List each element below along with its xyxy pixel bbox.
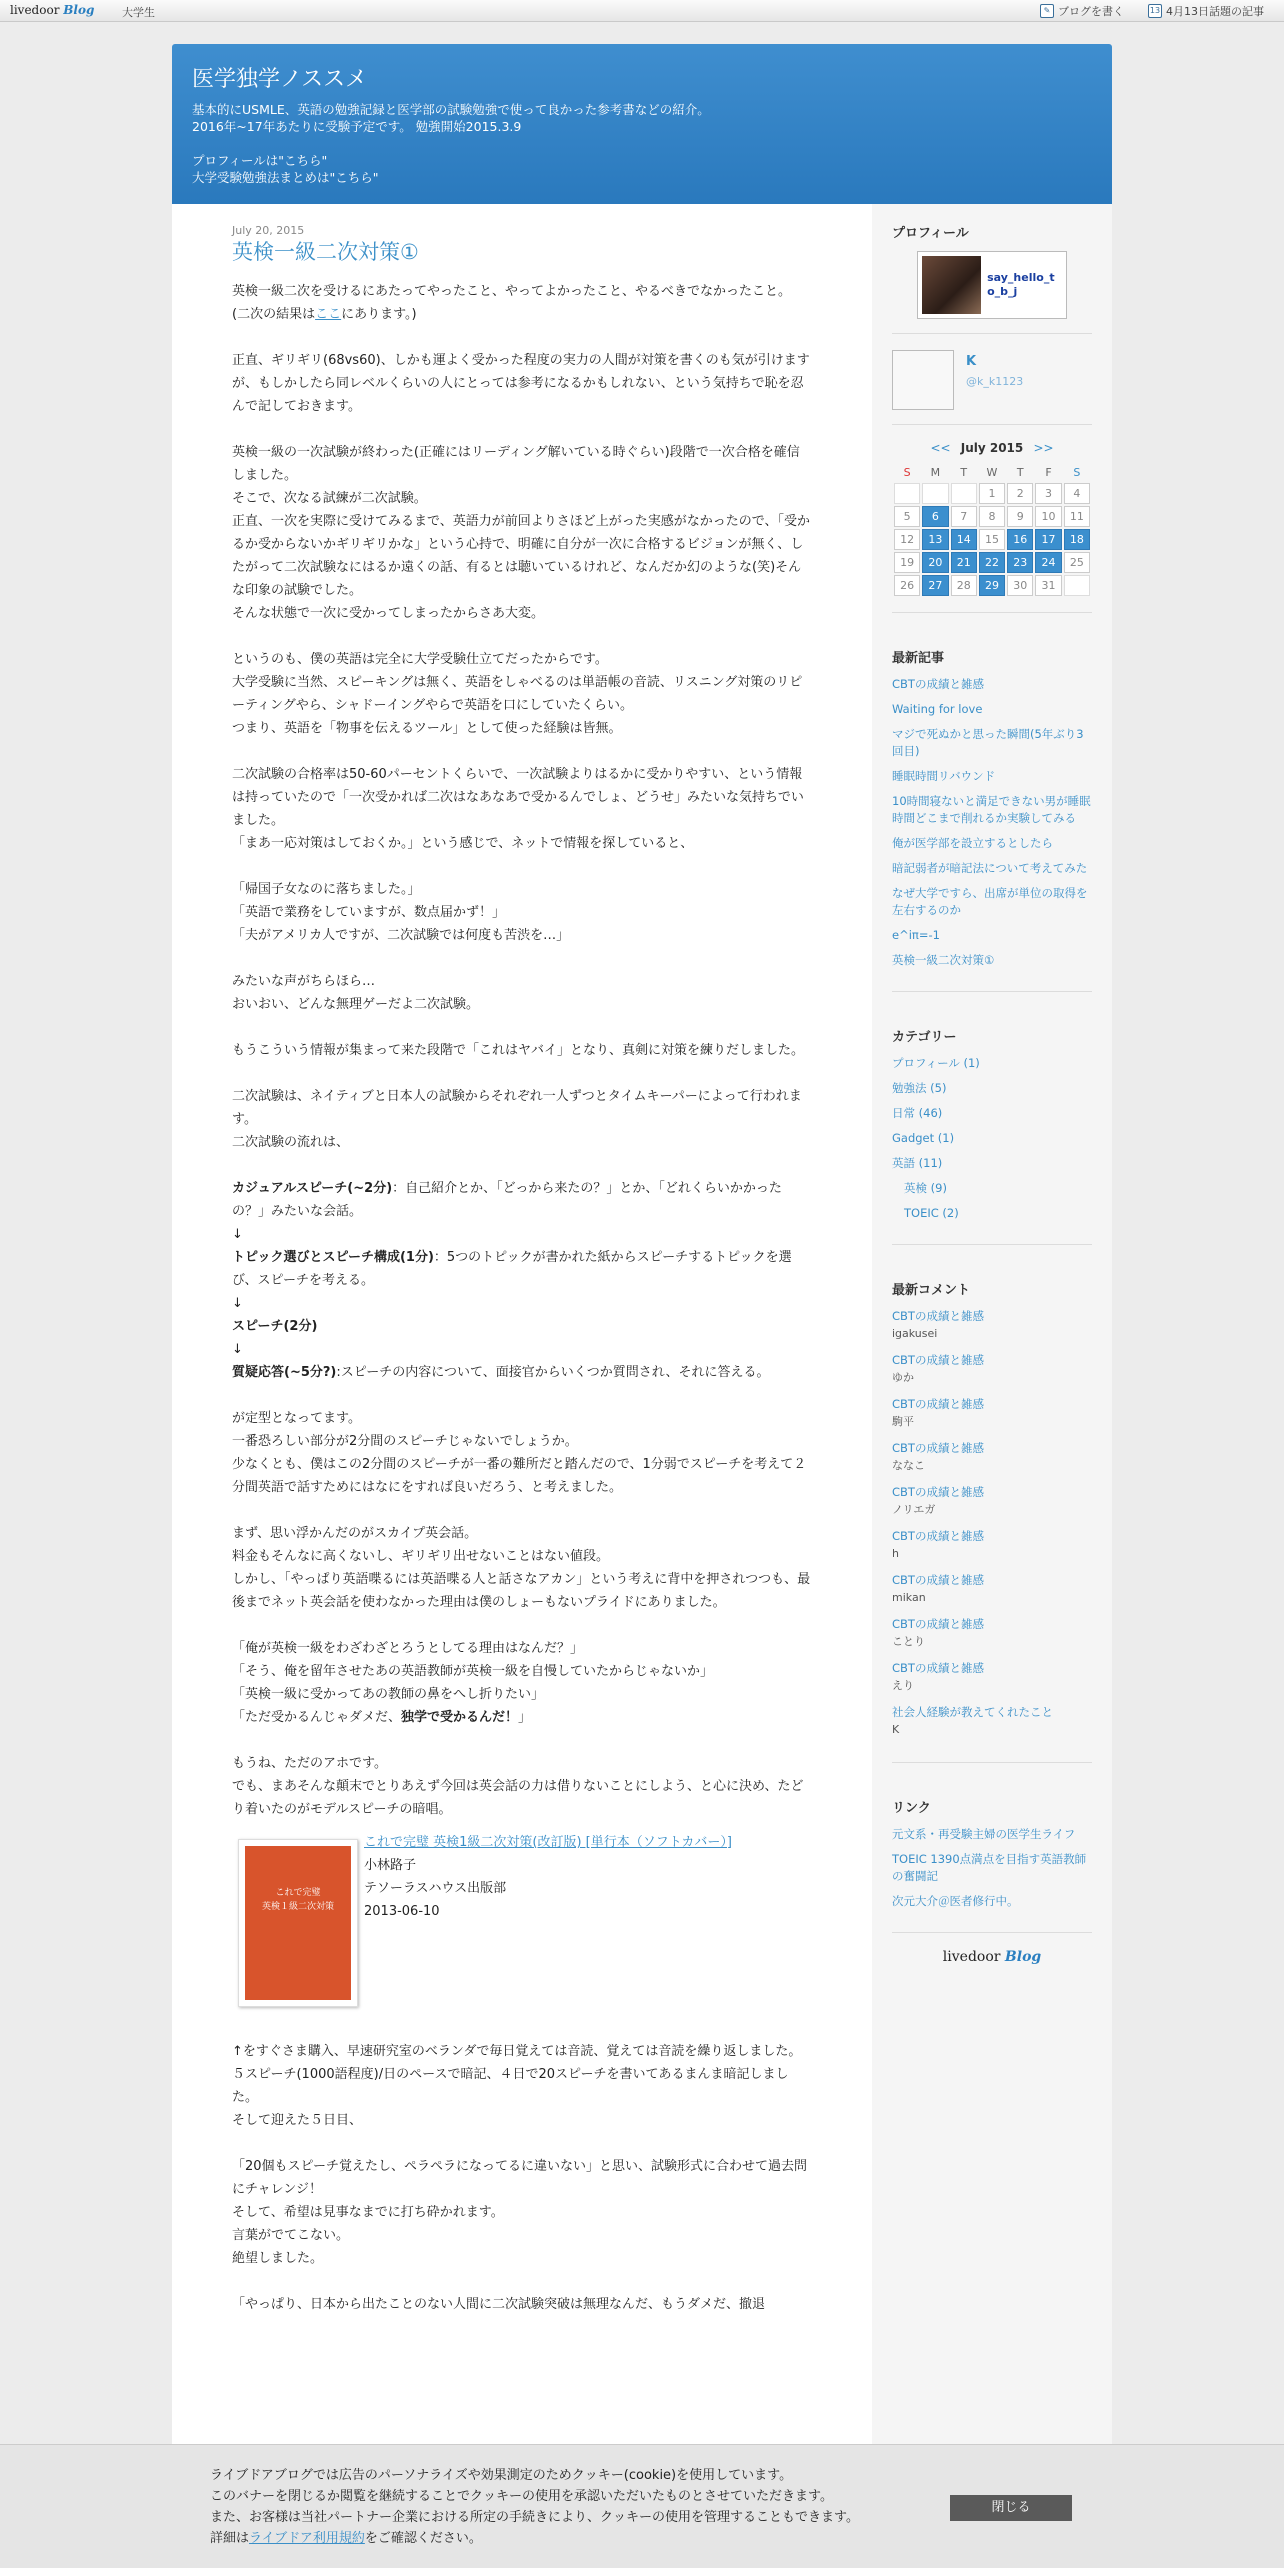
paragraph: ↑をすぐさま購入、早速研究室のベランダで毎日覚えては音読、覚えては音読を繰り返しました。 <box>232 2044 802 2059</box>
calendar-day[interactable]: 14 <box>951 529 977 550</box>
calendar-day: 4 <box>1064 483 1090 504</box>
user-name[interactable]: K <box>966 354 977 369</box>
category-link[interactable]: プロフィール (1) <box>892 1056 980 1070</box>
paragraph: 「帰国子女なのに落ちました。」 <box>232 882 421 897</box>
calendar-day: 5 <box>894 506 920 527</box>
calendar-day: 8 <box>979 506 1005 527</box>
user-handle[interactable]: @k_k1123 <box>966 375 1024 388</box>
calendar-day[interactable]: 17 <box>1035 529 1061 550</box>
paragraph: というのも、僕の英語は完全に大学受験仕立てだったからです。 <box>232 652 608 667</box>
comment-author: h <box>892 1547 899 1560</box>
calendar-day: 19 <box>894 552 920 573</box>
recent-post-link[interactable]: マジで死ぬかと思った瞬間(5年ぶり3回目) <box>892 727 1084 758</box>
book-card <box>232 1831 812 2007</box>
paragraph: 「まあ一応対策はしておくか。」という感じで、ネットで情報を探していると、 <box>232 836 694 851</box>
comment-post-link[interactable]: CBTの成績と雑感 <box>892 1353 984 1367</box>
calendar-icon: 13 <box>1148 4 1162 18</box>
calendar-weekday: S <box>903 465 911 479</box>
header-desc-line-3 <box>192 135 1092 152</box>
recent-post-link[interactable]: Waiting for love <box>892 702 983 716</box>
calendar-day[interactable]: 24 <box>1035 552 1061 573</box>
links-list <box>892 1826 1092 1910</box>
exam-step-1: カジュアルスピーチ(~2分)：自己紹介とか、「どっから来たの？」とか、「どれくらいかかったの？」みたいな会話。 <box>232 1181 782 1219</box>
comment-post-link[interactable]: CBTの成績と雑感 <box>892 1529 984 1543</box>
paragraph: 「やっぱり、日本から出たことのない人間に二次試験突破は無理なんだ、もうダメだ、撤退 <box>232 2297 766 2312</box>
calendar-day[interactable]: 16 <box>1007 529 1033 550</box>
calendar-day: 26 <box>894 575 920 596</box>
calendar-day: 15 <box>979 529 1005 550</box>
recent-post-link[interactable]: 暗記弱者が暗記法について考えてみた <box>892 861 1088 875</box>
paragraph: みたいな声がちらほら… <box>232 974 376 989</box>
paragraph: 英検一級二次を受けるにあたってやったこと、やってよかったこと、やるべきでなかったこと。 <box>232 284 792 299</box>
arrow: ↓ <box>232 1296 243 1311</box>
comment-author: ノリエガ <box>892 1503 936 1516</box>
links-heading: リンク <box>892 1801 931 1816</box>
calendar-day: 31 <box>1035 575 1061 596</box>
calendar-empty-cell <box>951 483 977 504</box>
write-blog-button[interactable]: ✎ ブログを書く <box>1040 3 1124 19</box>
comment-post-link[interactable]: CBTの成績と雑感 <box>892 1617 984 1631</box>
comment-post-link[interactable]: CBTの成績と雑感 <box>892 1661 984 1675</box>
paragraph: 二次試験の流れは、 <box>232 1135 350 1150</box>
calendar-day[interactable]: 22 <box>979 552 1005 573</box>
recent-post-link[interactable]: 俺が医学部を設立するとしたら <box>892 836 1053 850</box>
calendar-day: 28 <box>951 575 977 596</box>
avatar[interactable] <box>922 256 981 314</box>
category-link[interactable]: Gadget (1) <box>892 1131 955 1145</box>
calendar-day: 7 <box>951 506 977 527</box>
calendar-day: 1 <box>979 483 1005 504</box>
header-profile-link[interactable]: プロフィールは"こちら" <box>192 153 328 168</box>
recent-post-link[interactable]: なぜ大学ですら、出席が単位の取得を左右するのか <box>892 886 1088 917</box>
comment-author: igakusei <box>892 1327 938 1340</box>
book-title-link[interactable]: これで完璧 英検1級二次対策(改訂版) [単行本（ソフトカバー）] <box>364 1835 732 1850</box>
arrow: ↓ <box>232 1342 243 1357</box>
recent-posts-list <box>892 676 1092 969</box>
categories-heading: カテゴリー <box>892 1030 957 1045</box>
paragraph: 料金もそんなに高くないし、ギリギリ出せないことはない値段。 <box>232 1549 610 1564</box>
calendar-day[interactable]: 18 <box>1064 529 1090 550</box>
page-body <box>172 204 1112 2524</box>
paragraph: 「英検一級に受かってあの教師の鼻をへし折りたい」 <box>232 1687 545 1702</box>
header-desc-line-1: 基本的にUSMLE、英語の勉強記録と医学部の試験勉強で使って良かった参考書などの紹介。 <box>192 102 710 117</box>
main-content <box>172 204 872 2524</box>
paragraph: しかし、「やっぱり英語喋るには英語喋る人と話さなアカン」という考えに背中を押されつつも、最後までネット英会話を使わなかった理由は僕のしょーもないプライドにありました。 <box>232 1572 811 1610</box>
calendar-weekday: S <box>1073 465 1081 479</box>
paragraph: 「そう、俺を留年させたあの英語教師が英検一級を自慢していたからじゃないか」 <box>232 1664 714 1679</box>
user-card[interactable] <box>892 350 1092 410</box>
book-cover-image[interactable]: これで完璧 英検１級二次対策 <box>238 1839 358 2007</box>
calendar-next[interactable]: >> <box>1033 441 1054 455</box>
blog-header <box>172 44 1112 204</box>
paragraph: 正直、一次を実際に受けてみるまで、英語力が前回よりさほど上がった実感がなかったので、「受かるか受からないかギリギリかな」という心持で、明確に自分が一次に合格するビジョンが無く、したがって二次試験なにはるか遠くの話、有るとは聴いているけれど、なんだか幻のような(笑)そんな印象の試験でした。 <box>232 514 810 598</box>
recent-comments-list <box>892 1308 1092 1738</box>
cookie-text-line-3: また、お客様は当社パートナー企業における所定の手続きにより、クッキーの使用を管理することもできます。 <box>210 2510 859 2525</box>
calendar-empty-cell <box>1064 575 1090 596</box>
calendar-day[interactable]: 6 <box>922 506 948 527</box>
paragraph: が定型となってます。 <box>232 1411 361 1426</box>
calendar-empty-cell <box>894 483 920 504</box>
paragraph: そこで、次なる試練が二次試験。 <box>232 491 427 506</box>
comment-post-link[interactable]: 社会人経験が教えてくれたこと <box>892 1705 1053 1719</box>
cookie-text-line-1: ライブドアブログでは広告のパーソナライズや効果測定のためクッキー(cookie)を使用しています。 <box>210 2468 793 2483</box>
recent-post-link[interactable]: CBTの成績と雑感 <box>892 677 984 691</box>
comment-author: K <box>892 1723 900 1736</box>
calendar-prev[interactable]: << <box>930 441 951 455</box>
recent-post-link[interactable]: 睡眠時間リバウンド <box>892 769 996 783</box>
paragraph: 絶望しました。 <box>232 2251 324 2266</box>
paragraph: そんな状態で一次に受かってしまったからさあ大変。 <box>232 606 545 621</box>
today-topics-link[interactable]: 13 4月13日話題の記事 <box>1149 5 1264 18</box>
cookie-banner <box>0 2444 1284 2568</box>
paragraph: 「夫がアメリカ人ですが、二次試験では何度も苦渋を…」 <box>232 928 570 943</box>
comment-post-link[interactable]: CBTの成績と雑感 <box>892 1485 984 1499</box>
calendar <box>892 461 1092 598</box>
paragraph: 正直、ギリギリ(68vs60)、しかも運よく受かった程度の実力の人間が対策を書くのも気が引けますが、もしかしたら同レベルくらいの人にとっては参考になるかもしれない、という気持ちで恥を忍んで記しておきます。 <box>232 353 810 414</box>
exam-step-3: スピーチ(2分) <box>232 1319 318 1334</box>
comment-author: えり <box>892 1679 914 1692</box>
paragraph: (二次の結果はここにあります。) <box>232 307 417 322</box>
paragraph: もうこういう情報が集まって来た段階で「これはヤバイ」となり、真剣に対策を練りだしました。 <box>232 1043 805 1058</box>
livedoor-blog-logo[interactable]: livedoor Blog <box>10 3 95 17</box>
paragraph: 大学受験に当然、スピーキングは無く、英語をしゃべるのは単語帳の音読、リスニング対策のリピーティングやら、シャドーイングやらで英語を口にしていたくらい。 <box>232 675 803 713</box>
comment-author: ゆか <box>892 1371 914 1384</box>
comment-post-link[interactable]: CBTの成績と雑感 <box>892 1309 984 1323</box>
exam-step-2: トピック選びとスピーチ構成(1分)：5つのトピックが書かれた紙からスピーチするトピックを選び、スピーチを考える。 <box>232 1250 792 1288</box>
category-link[interactable]: 英検 (9) <box>904 1181 947 1195</box>
exam-step-4: 質疑応答(~5分?):スピーチの内容について、面接官からいくつか質問され、それに答える。 <box>232 1365 770 1380</box>
category-link[interactable]: 勉強法 (5) <box>892 1081 947 1095</box>
paragraph: そして、希望は見事なまでに打ち砕かれます。 <box>232 2205 504 2220</box>
paragraph: まず、思い浮かんだのがスカイプ英会話。 <box>232 1526 478 1541</box>
calendar-weekday: W <box>986 465 998 479</box>
recent-post-link[interactable]: 10時間寝ないと満足できない男が睡眠時間どこまで削れるか実験してみる <box>892 794 1091 825</box>
sidebar <box>892 204 1092 1965</box>
paragraph: 「20個もスピーチ覚えたし、ペラペラになってるに違いない」と思い、試験形式に合わせて過去問にチャレンジ！ <box>232 2159 808 2197</box>
comment-author: ことり <box>892 1635 925 1648</box>
calendar-day: 10 <box>1035 506 1061 527</box>
blog-title[interactable]: 医学独学ノススメ <box>192 67 368 92</box>
category-link[interactable]: 英語 (11) <box>892 1156 943 1170</box>
book-publisher: テソーラスハウス出版部 <box>364 1881 507 1896</box>
calendar-day: 11 <box>1064 506 1090 527</box>
arrow: ↓ <box>232 1227 243 1242</box>
cookie-text-line-2: このバナーを閉じるか閲覧を継続することでクッキーの使用を承認いただいたものとさせていただきます。 <box>210 2489 833 2504</box>
recent-posts-heading: 最新記事 <box>892 651 945 666</box>
calendar-header <box>892 441 1092 455</box>
comment-post-link[interactable]: CBTの成績と雑感 <box>892 1397 984 1411</box>
article-title[interactable]: 英検一級二次対策① <box>232 240 419 264</box>
recent-post-link[interactable]: 英検一級二次対策① <box>892 953 995 967</box>
paragraph: 英検一級の一次試験が終わった(正確にはリーディング解いている時ぐらい)段階で一次合格を確信しました。 <box>232 445 800 483</box>
calendar-day: 2 <box>1007 483 1033 504</box>
paragraph: 「俺が英検一級をわざわざとろうとしてる理由はなんだ？」 <box>232 1641 584 1656</box>
calendar-day: 3 <box>1035 483 1061 504</box>
recent-comments-heading: 最新コメント <box>892 1283 971 1298</box>
profile-heading: プロフィール <box>892 226 969 241</box>
categories-list <box>892 1055 1092 1222</box>
paragraph: そして迎えた５日目、 <box>232 2113 363 2128</box>
calendar-day[interactable]: 13 <box>922 529 948 550</box>
top-bar <box>0 0 1284 22</box>
calendar-day: 30 <box>1007 575 1033 596</box>
terms-link[interactable]: ライブドア利用規約 <box>249 2531 365 2546</box>
paragraph: 二次試験は、ネイティブと日本人の試験からそれぞれ一人ずつとタイムキーパーによって行われます。 <box>232 1089 802 1127</box>
book-date: 2013-06-10 <box>364 1904 440 1919</box>
comment-author: ななこ <box>892 1459 925 1472</box>
comment-author: 駒平 <box>892 1415 914 1428</box>
recent-post-link[interactable]: e^iπ=-1 <box>892 928 940 942</box>
paragraph: 少なくとも、僕はこの2分間のスピーチが一番の難所だと踏んだので、1分弱でスピーチを考えて２分間英語で話すためにはなにをすれば良いだろう、と考えました。 <box>232 1457 807 1495</box>
calendar-day[interactable]: 29 <box>979 575 1005 596</box>
calendar-day[interactable]: 21 <box>951 552 977 573</box>
result-link[interactable]: ここ <box>315 307 342 322</box>
close-cookie-button[interactable]: 閉じる <box>950 2495 1072 2521</box>
comment-post-link[interactable]: CBTの成績と雑感 <box>892 1441 984 1455</box>
footer-livedoor-blog-logo[interactable]: livedoor Blog <box>942 1949 1042 1965</box>
calendar-month: July 2015 <box>960 441 1024 455</box>
comment-post-link[interactable]: CBTの成績と雑感 <box>892 1573 984 1587</box>
paragraph: 「ただ受かるんじゃダメだ、独学で受かるんだ！」 <box>232 1710 532 1725</box>
paragraph: 言葉がでてこない。 <box>232 2228 350 2243</box>
header-study-link[interactable]: 大学受験勉強法まとめは"こちら" <box>192 170 379 185</box>
paragraph: もうね、ただのアホです。 <box>232 1756 387 1771</box>
calendar-day[interactable]: 27 <box>922 575 948 596</box>
calendar-day: 9 <box>1007 506 1033 527</box>
comment-author: mikan <box>892 1591 926 1604</box>
calendar-day[interactable]: 20 <box>922 552 948 573</box>
calendar-weekday: T <box>960 465 968 479</box>
profile-card[interactable] <box>917 251 1067 319</box>
calendar-day: 25 <box>1064 552 1090 573</box>
paragraph: 二次試験の合格率は50-60パーセントくらいで、一次試験よりはるかに受かりやすい、という情報は持っていたので「一次受かれば二次はなあなあで受かるんでしょ、どうせ」みたいな気持ちでいました。 <box>232 767 804 828</box>
calendar-weekday: F <box>1045 465 1052 479</box>
cookie-text-line-4: 詳細はライブドア利用規約をご確認ください。 <box>210 2531 482 2546</box>
paragraph: 「英語で業務をしていますが、数点届かず！」 <box>232 905 506 920</box>
calendar-weekday: T <box>1016 465 1024 479</box>
category-link[interactable]: 大学生 <box>122 6 155 19</box>
header-desc-line-2: 2016年~17年あたりに受験予定です。 勉強開始2015.3.9 <box>192 119 522 134</box>
paragraph: おいおい、どんな無理ゲーだよ二次試験。 <box>232 997 480 1012</box>
paragraph: でも、まあそんな顛末でとりあえず今回は英会話の力は借りないことにしよう、と心に決め、たどり着いたのがモデルスピーチの暗唱。 <box>232 1779 804 1817</box>
category-link[interactable]: 日常 (46) <box>892 1106 943 1120</box>
pencil-icon: ✎ <box>1040 4 1054 18</box>
external-link[interactable]: 次元大介＠医者修行中。 <box>892 1894 1019 1908</box>
paragraph: ５スピーチ(1000語程度)/日のペースで暗記、４日で20スピーチを書いてあるまんま暗記しました。 <box>232 2067 789 2105</box>
external-link[interactable]: 元文系・再受験主婦の医学生ライフ <box>892 1827 1076 1841</box>
article <box>232 224 812 2316</box>
category-link[interactable]: TOEIC (2) <box>904 1206 959 1220</box>
paragraph: つまり、英語を「物事を伝えるツール」として使った経験は皆無。 <box>232 721 622 736</box>
user-photo-placeholder[interactable] <box>892 350 954 410</box>
article-date: July 20, 2015 <box>232 224 305 237</box>
calendar-empty-cell <box>922 483 948 504</box>
paragraph: 一番恐ろしい部分が2分間のスピーチじゃないでしょうか。 <box>232 1434 578 1449</box>
external-link[interactable]: TOEIC 1390点満点を目指す英語教師の奮闘記 <box>892 1852 1087 1883</box>
profile-name[interactable]: say_hello_to_b_j <box>987 271 1055 298</box>
calendar-day: 12 <box>894 529 920 550</box>
calendar-day[interactable]: 23 <box>1007 552 1033 573</box>
book-author: 小林路子 <box>364 1858 417 1873</box>
calendar-weekday: M <box>930 465 941 479</box>
